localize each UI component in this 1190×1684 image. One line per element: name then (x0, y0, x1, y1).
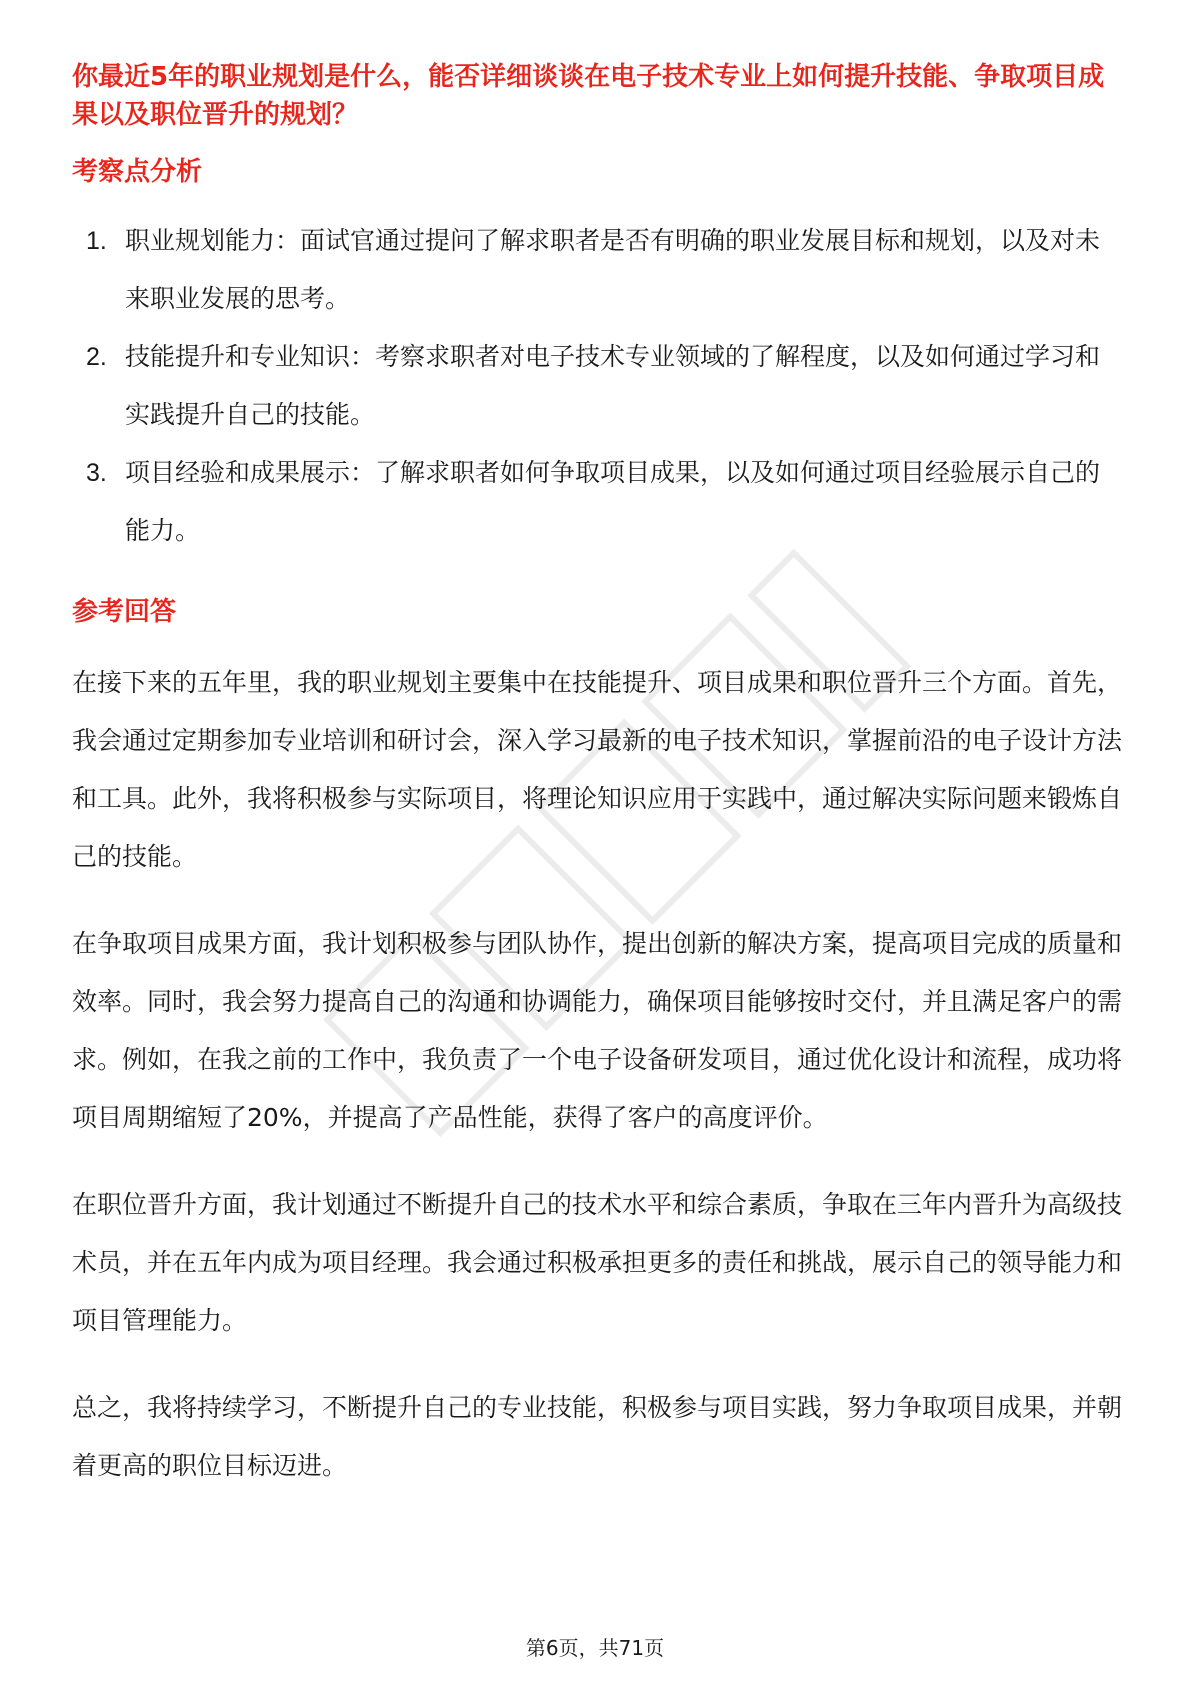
analysis-section-title: 考察点分析 (72, 157, 203, 187)
answer-paragraph: 在职位晋升方面，我计划通过不断提升自己的技术水平和综合素质，争取在三年内晋升为高级技术员，并在五年内成为项目经理。我会通过积极承担更多的责任和挑战，展示自己的领导能力和项目管理能力。 (72, 1190, 1123, 1335)
document-page (72, 58, 1122, 1495)
question-heading: 你最近5年的职业规划是什么，能否详细谈谈在电子技术专业上如何提升技能、争取项目成果以及职位晋升的规划？ (72, 62, 1105, 130)
analysis-item-text: 技能提升和专业知识：考察求职者对电子技术专业领域的了解程度，以及如何通过学习和实践提升自己的技能。 (125, 342, 1101, 429)
list-number: 2. (86, 343, 107, 371)
list-number: 1. (86, 227, 107, 255)
analysis-item (72, 444, 1122, 560)
answer-paragraph: 在接下来的五年里，我的职业规划主要集中在技能提升、项目成果和职位晋升三个方面。首先，我会通过定期参加专业培训和研讨会，深入学习最新的电子技术知识，掌握前沿的电子设计方法和工具。此外，我将积极参与实际项目，将理论知识应用于实践中，通过解决实际问题来锻炼自己的技能。 (72, 668, 1123, 871)
analysis-item (72, 212, 1122, 328)
analysis-item-text: 职业规划能力：面试官通过提问了解求职者是否有明确的职业发展目标和规划，以及对未来职业发展的思考。 (125, 226, 1101, 313)
list-number: 3. (86, 459, 107, 487)
analysis-list (72, 212, 1122, 560)
answer-paragraph: 总之，我将持续学习，不断提升自己的专业技能，积极参与项目实践，努力争取项目成果，并朝着更高的职位目标迈进。 (72, 1393, 1123, 1480)
page-footer: 第6页，共71页 (525, 1636, 665, 1660)
analysis-item (72, 328, 1122, 444)
analysis-item-text: 项目经验和成果展示：了解求职者如何争取项目成果，以及如何通过项目经验展示自己的能力。 (125, 458, 1101, 545)
answer-section-title: 参考回答 (72, 597, 177, 627)
answer-paragraph: 在争取项目成果方面，我计划积极参与团队协作，提出创新的解决方案，提高项目完成的质量和效率。同时，我会努力提高自己的沟通和协调能力，确保项目能够按时交付，并且满足客户的需求。例如，在我之前的工作中，我负责了一个电子设备研发项目，通过优化设计和流程，成功将项目周期缩短了20%，并提高了产品性能，获得了客户的高度评价。 (72, 929, 1123, 1132)
